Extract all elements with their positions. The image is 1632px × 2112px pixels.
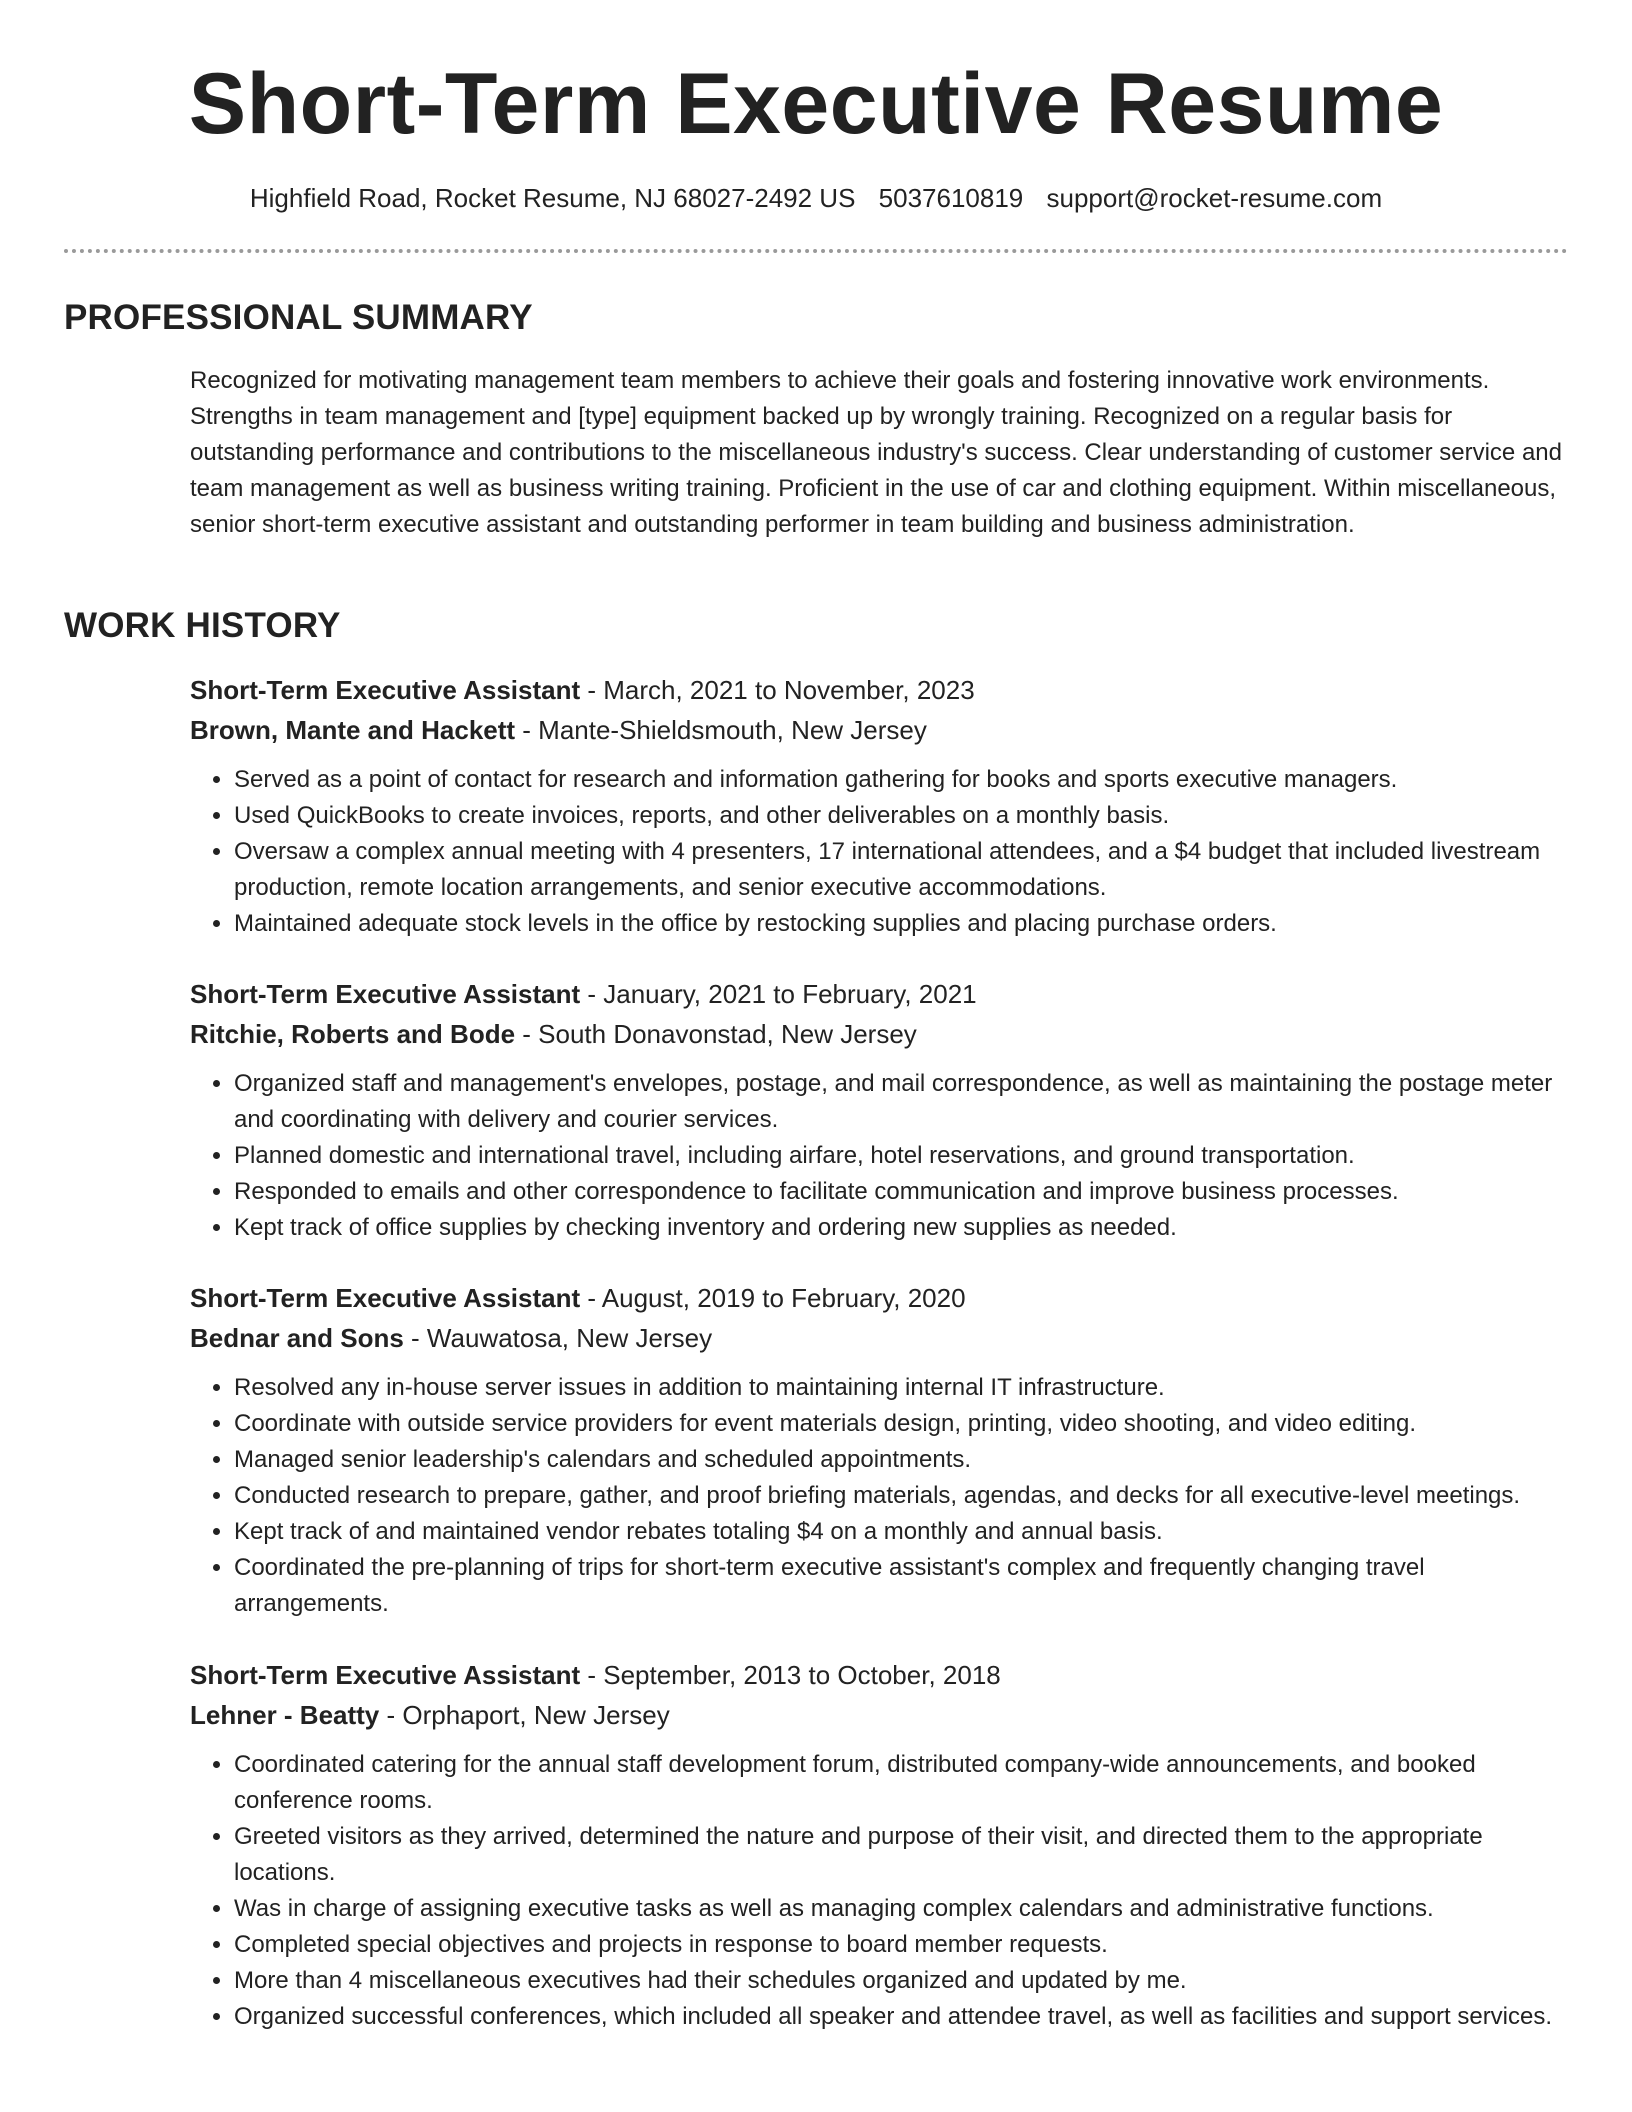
job-bullet: • More than 4 miscellaneous executives had their schedules organized and updated by me. [234,1963,1570,1999]
job-bullet: • Greeted visitors as they arrived, determined the nature and purpose of their visit, and directed them to the appropriate locations. [234,1819,1570,1891]
job-bullet: • Completed special objectives and projects in response to board member requests. [234,1927,1570,1963]
job-title-line [190,1655,1570,1695]
job-company-line [190,1014,1570,1054]
job-bullets [190,1370,1570,1622]
job-bullet: • Organized staff and management's envelopes, postage, and mail correspondence, as well as maintaining the postage meter and coordinating with delivery and courier services. [234,1066,1570,1138]
job-company: Bednar and Sons [190,1323,404,1353]
job-bullet: • Used QuickBooks to create invoices, reports, and other deliverables on a monthly basis. [234,798,1570,834]
summary-text: Recognized for motivating management team members to achieve their goals and fostering innovative work environments. Strengths in team management and [type] equipment backed up by wrongly training. Recognized on a regular basis for outstanding performance and contributions to the miscellaneous industry's success. Clear understanding of customer service and team management as well as business writing training. Proficient in the use of car and clothing equipment. Within miscellaneous, senior short-term executive assistant and outstanding performer in team building and business administration. [190,367,1562,538]
job-bullet: • Conducted research to prepare, gather, and proof briefing materials, agendas, and decks for all executive-level meetings. [234,1478,1570,1514]
section-heading-summary: PROFESSIONAL SUMMARY [64,298,533,337]
job-bullet: • Was in charge of assigning executive tasks as well as managing complex calendars and administrative functions. [234,1891,1570,1927]
job-entry [190,670,1570,942]
job-dates: - August, 2019 to February, 2020 [580,1283,966,1313]
job-bullet: • Kept track of office supplies by checking inventory and ordering new supplies as needed. [234,1210,1570,1246]
job-location: - Orphaport, New Jersey [379,1700,670,1730]
job-company: Lehner - Beatty [190,1700,380,1730]
job-bullets [190,762,1570,942]
job-company: Brown, Mante and Hackett [190,715,516,745]
job-bullet: • Kept track of and maintained vendor rebates totaling $4 on a monthly and annual basis. [234,1514,1570,1550]
job-company: Ritchie, Roberts and Bode [190,1019,516,1049]
job-title-line [190,670,1570,710]
job-bullet: • Responded to emails and other correspondence to facilitate communication and improve business processes. [234,1174,1570,1210]
job-title: Short-Term Executive Assistant [190,1660,581,1690]
job-location: - Wauwatosa, New Jersey [403,1323,713,1353]
job-title-line [190,974,1570,1014]
contact-address: Highfield Road, Rocket Resume, NJ 68027-2492 US [249,183,856,213]
job-company-line [190,1318,1570,1358]
job-bullet: • Organized successful conferences, which included all speaker and attendee travel, as well as facilities and support services. [234,1999,1570,2035]
job-entry [190,1278,1570,1622]
section-heading-work-history: WORK HISTORY [64,606,341,645]
resume-title: Short-Term Executive Resume [188,56,1444,152]
job-entry [190,1655,1570,2035]
job-location: - Mante-Shieldsmouth, New Jersey [515,715,927,745]
job-dates: - January, 2021 to February, 2021 [580,979,977,1009]
job-bullet: • Served as a point of contact for research and information gathering for books and sports executive managers. [234,762,1570,798]
job-bullets [190,1747,1570,2035]
job-entry [190,974,1570,1246]
job-bullets [190,1066,1570,1246]
job-bullet: • Managed senior leadership's calendars and scheduled appointments. [234,1442,1570,1478]
header-divider [64,249,1568,253]
contact-phone: 5037610819 [878,183,1024,213]
job-bullet: • Coordinate with outside service providers for event materials design, printing, video shooting, and video editing. [234,1406,1570,1442]
contact-email: support@rocket-resume.com [1046,183,1383,213]
job-dates: - September, 2013 to October, 2018 [580,1660,1001,1690]
contact-info [0,178,1632,218]
job-bullet: • Planned domestic and international travel, including airfare, hotel reservations, and ground transportation. [234,1138,1570,1174]
job-title: Short-Term Executive Assistant [190,675,581,705]
job-company-line [190,710,1570,750]
job-location: - South Donavonstad, New Jersey [515,1019,917,1049]
job-title-line [190,1278,1570,1318]
job-dates: - March, 2021 to November, 2023 [580,675,975,705]
job-company-line [190,1695,1570,1735]
job-title: Short-Term Executive Assistant [190,1283,581,1313]
job-bullet: • Resolved any in-house server issues in addition to maintaining internal IT infrastructure. [234,1370,1570,1406]
job-title: Short-Term Executive Assistant [190,979,581,1009]
job-bullet: • Coordinated the pre-planning of trips for short-term executive assistant's complex and frequently changing travel arrangements. [234,1550,1570,1622]
job-bullet: • Coordinated catering for the annual staff development forum, distributed company-wide announcements, and booked conference rooms. [234,1747,1570,1819]
job-bullet: • Oversaw a complex annual meeting with 4 presenters, 17 international attendees, and a $4 budget that included livestream production, remote location arrangements, and senior executive accommodations. [234,834,1570,906]
job-bullet: • Maintained adequate stock levels in the office by restocking supplies and placing purchase orders. [234,906,1570,942]
